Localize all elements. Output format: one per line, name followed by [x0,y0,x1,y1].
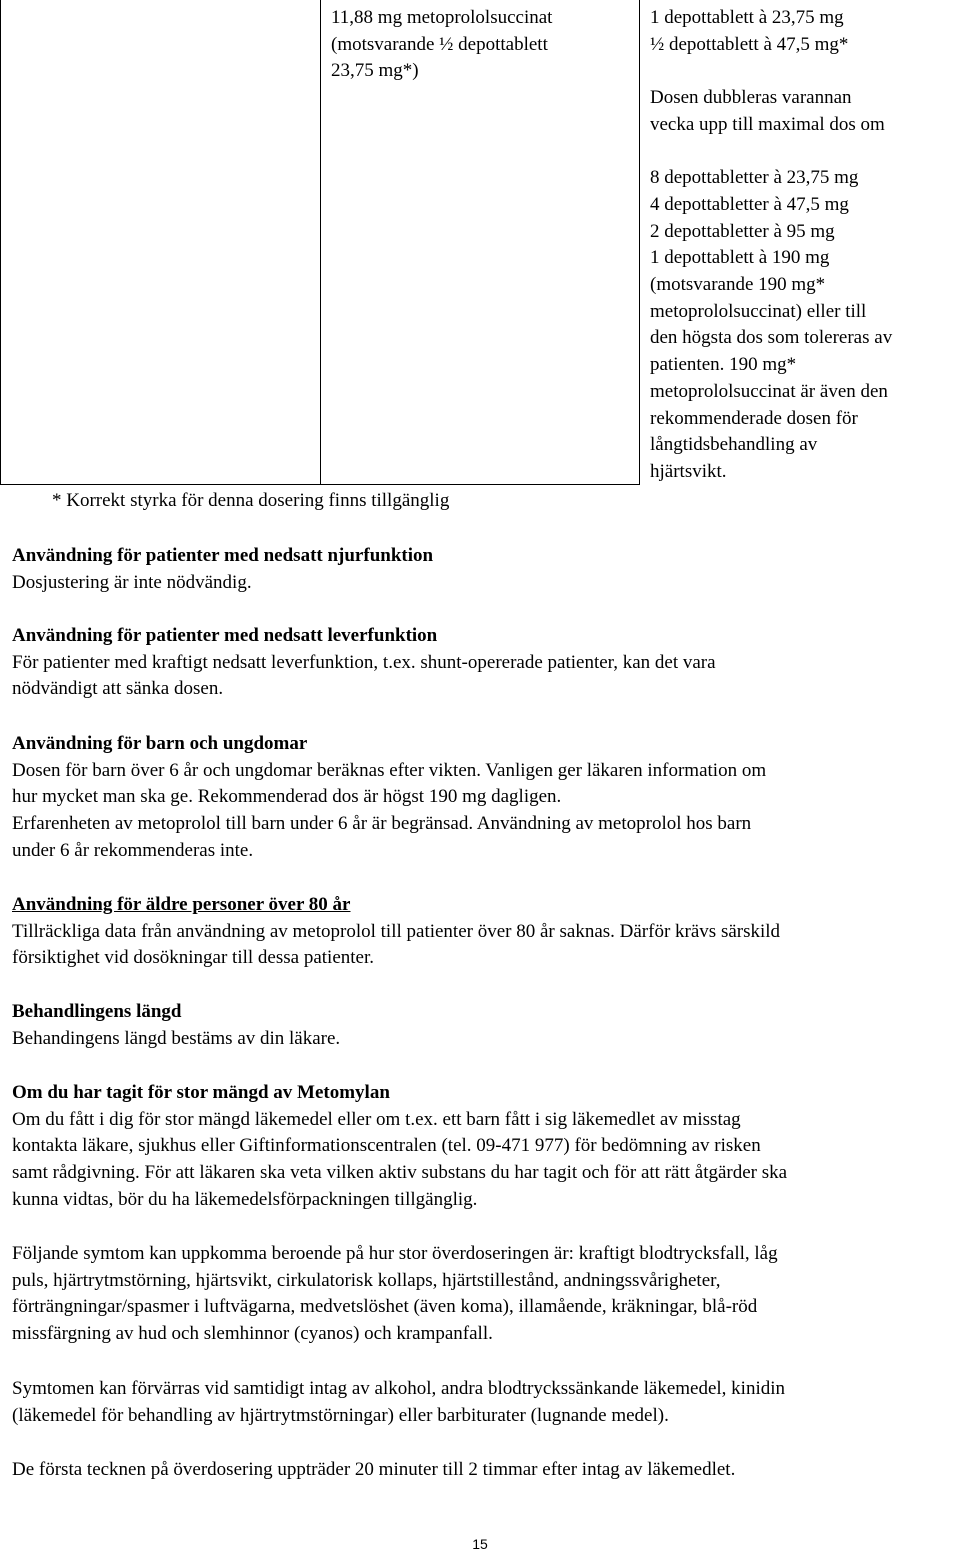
section-symptoms [12,1241,952,1348]
cell-line: vecka upp till maximal dos om [650,113,885,135]
page-number: 15 [472,1536,488,1552]
section-text: Dosjustering är inte nödvändig. [12,571,252,593]
section-aggravation [12,1376,952,1429]
section-text: hur mycket man ska ge. Rekommenderad dos är högst 190 mg dagligen. [12,786,562,808]
section-text: Symtomen kan förvärras vid samtidigt intag av alkohol, andra blodtryckssänkande läkemedel, kinidin [12,1378,786,1399]
cell-line: metoprololsuccinat) eller till [650,300,867,322]
table-column-divider [320,0,321,485]
table-cell-dose [331,5,631,85]
section-heading: Användning för patienter med nedsatt leverfunktion [12,625,438,646]
section-children [12,731,952,865]
section-heading: Behandlingens längd [12,1001,182,1022]
section-text: (läkemedel för behandling av hjärtrytmstörningar) eller barbiturater (lugnande medel). [12,1404,669,1426]
section-text: puls, hjärtrytmstörning, hjärtsvikt, cirkulatorisk kollaps, hjärtstillestånd, andningssvårigheter, [12,1269,721,1291]
section-text: De första tecknen på överdosering uppträder 20 minuter till 2 timmar efter intag av läkemedlet. [12,1459,736,1480]
cell-line: (motsvarande ½ depottablett [331,33,548,55]
section-text: Tillräckliga data från användning av metoprolol till patienter över 80 år saknas. Därför krävs särskild [12,920,781,942]
section-text: Följande symtom kan uppkomma beroende på hur stor överdoseringen är: kraftigt blodtrycksfall, låg [12,1243,778,1264]
section-text: Behandingens längd bestäms av din läkare. [12,1027,341,1049]
section-text: Om du fått i dig för stor mängd läkemedel eller om t.ex. ett barn fått i sig läkemedlet av misstag [12,1108,741,1130]
cell-line: långtidsbehandling av [650,434,818,456]
section-text: För patienter med kraftigt nedsatt leverfunktion, t.ex. shunt-opererade patienter, kan det vara [12,651,716,673]
cell-line: patienten. 190 mg* [650,354,797,376]
cell-line: metoprololsuccinat är även den [650,380,888,402]
section-heading: Användning för barn och ungdomar [12,733,308,754]
cell-line: 2 depottabletter à 95 mg [650,220,835,242]
section-heading: Användning för patienter med nedsatt njurfunktion [12,545,434,566]
cell-line: (motsvarande 190 mg* [650,274,826,295]
cell-line: rekommenderade dosen för [650,407,858,429]
section-text: under 6 år rekommenderas inte. [12,839,254,861]
section-overdose [12,1080,952,1214]
table-footnote: * Korrekt styrka för denna dosering finns tillgänglig [52,490,450,511]
cell-line: 4 depottabletter à 47,5 mg [650,193,849,215]
section-text: Dosen för barn över 6 år och ungdomar beräknas efter vikten. Vanligen ger läkaren information om [12,759,767,781]
section-heading: Användning för äldre personer över 80 år [12,894,351,915]
cell-line: 8 depottabletter à 23,75 mg [650,167,859,189]
cell-line: den högsta dos som tolereras av [650,327,893,349]
cell-line: 1 depottablett à 190 mg [650,247,830,269]
cell-line: hjärtsvikt. [650,460,727,482]
section-onset [12,1457,952,1484]
cell-line: 23,75 mg*) [331,60,419,82]
section-text: Erfarenheten av metoprolol till barn under 6 år är begränsad. Användning av metoprolol hos barn [12,813,752,835]
section-text: förträngningar/spasmer i luftvägarna, medvetslöshet (även koma), illamående, kräkningar, blå-röd [12,1296,758,1318]
cell-line: 11,88 mg metoprololsuccinat [331,7,553,28]
section-text: nödvändigt att sänka dosen. [12,678,224,700]
section-text: missfärgning av hud och slemhinnor (cyanos) och krampanfall. [12,1323,493,1345]
cell-line: ½ depottablett à 47,5 mg* [650,33,849,55]
cell-line: Dosen dubbleras varannan [650,87,852,109]
section-text: kontakta läkare, sjukhus eller Giftinformationscentralen (tel. 09-471 977) för bedömning av risken [12,1135,761,1157]
section-text: kunna vidtas, bör du ha läkemedelsförpackningen tillgänglig. [12,1188,478,1210]
section-kidney [12,543,952,596]
section-duration [12,999,952,1052]
cell-line: 1 depottablett à 23,75 mg [650,7,844,28]
section-elderly [12,892,952,972]
section-text: försiktighet vid dosökningar till dessa patienter. [12,947,374,969]
section-text: samt rådgivning. För att läkaren ska veta vilken aktiv substans du har tagit och för att rätt åtgärder ska [12,1162,788,1184]
table-cell-tablets [650,5,955,486]
section-heading: Om du har tagit för stor mängd av Metomylan [12,1082,390,1103]
section-liver [12,623,952,703]
